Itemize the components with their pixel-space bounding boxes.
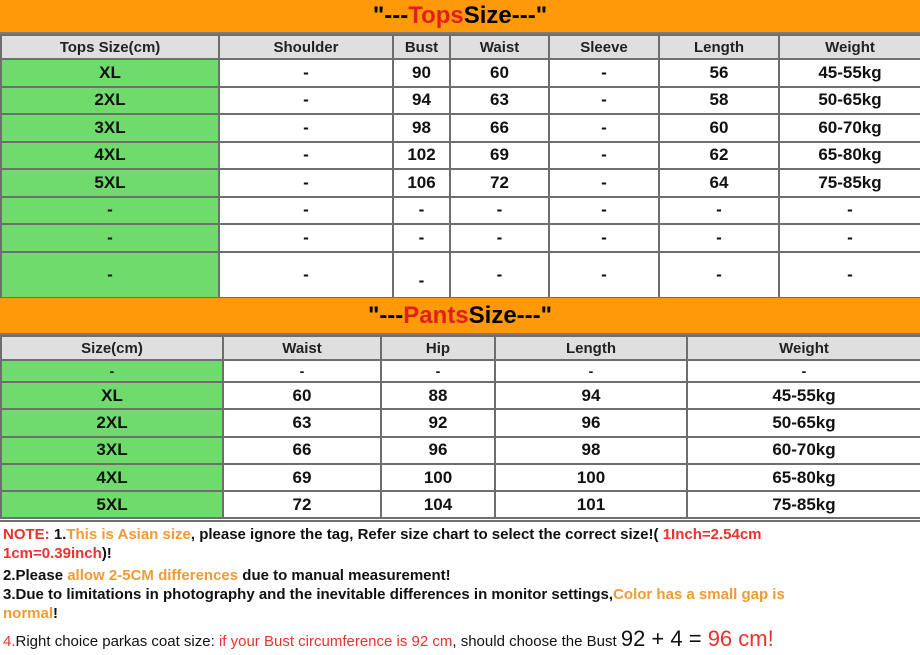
table-cell: 69 (450, 142, 549, 170)
size-cell: 3XL (1, 114, 219, 142)
table-cell: 100 (381, 464, 495, 491)
table-cell: 98 (393, 114, 450, 142)
tops-size-table (0, 34, 920, 299)
table-cell: 45-55kg (687, 382, 920, 409)
note-1-highlight: This is Asian size (66, 526, 191, 543)
table-cell: 56 (659, 59, 779, 87)
note-label: NOTE: (3, 526, 50, 543)
note-4-result: 96 cm (707, 626, 768, 651)
size-cell: - (1, 252, 219, 298)
table-cell: 64 (659, 169, 779, 197)
table-cell: - (495, 360, 687, 382)
table-cell: 60 (223, 382, 381, 409)
size-cell: 2XL (1, 87, 219, 115)
table-cell: 65-80kg (779, 142, 920, 170)
table-row (1, 197, 920, 225)
table-cell: 96 (381, 437, 495, 464)
table-row (1, 382, 920, 409)
table-cell: - (219, 87, 393, 115)
table-cell: 66 (223, 437, 381, 464)
note-3-highlight-a: Color has a small gap is (613, 586, 785, 603)
pants-title-highlight: Pants (403, 301, 469, 329)
table-cell: 50-65kg (779, 87, 920, 115)
table-cell: - (549, 224, 659, 252)
size-cell: - (1, 197, 219, 225)
table-cell: 101 (495, 491, 687, 518)
table-cell: - (381, 360, 495, 382)
size-cell: XL (1, 59, 219, 87)
table-cell: - (219, 224, 393, 252)
table-cell: - (219, 114, 393, 142)
table-row (1, 252, 920, 298)
tops-header-bust: Bust (393, 35, 450, 59)
table-cell: - (450, 252, 549, 298)
size-cell: - (1, 360, 223, 382)
table-cell: - (219, 169, 393, 197)
table-cell: 100 (495, 464, 687, 491)
table-cell: - (393, 252, 450, 298)
table-cell: 104 (381, 491, 495, 518)
note-1-line-2 (3, 545, 112, 562)
table-cell: - (219, 59, 393, 87)
table-cell: 94 (495, 382, 687, 409)
note-4 (3, 626, 774, 652)
note-1-inch: 1Inch=2.54cm (662, 526, 762, 543)
table-row (1, 169, 920, 197)
pants-header-length: Length (495, 336, 687, 360)
pants-size-table (0, 335, 920, 519)
table-row (1, 59, 920, 87)
table-row (1, 409, 920, 436)
note-4-red: if your Bust circumference is 92 cm (218, 633, 453, 650)
size-notes (0, 520, 920, 655)
table-cell: 90 (393, 59, 450, 87)
table-cell: 45-55kg (779, 59, 920, 87)
note-4-calc: 92 + 4 = (620, 626, 708, 651)
table-cell: 60 (659, 114, 779, 142)
tops-header-shoulder: Shoulder (219, 35, 393, 59)
note-2-highlight: allow 2-5CM differences (67, 567, 239, 584)
note-3-highlight-b: normal (3, 605, 54, 622)
tops-header-length: Length (659, 35, 779, 59)
table-cell: - (659, 224, 779, 252)
table-cell: - (779, 197, 920, 225)
note-1-end: )! (101, 545, 112, 562)
note-2 (3, 567, 451, 584)
table-cell: 94 (393, 87, 450, 115)
table-cell: 60-70kg (687, 437, 920, 464)
tops-header-sleeve: Sleeve (549, 35, 659, 59)
note-1-cm: 1cm=0.39inch (3, 545, 102, 562)
table-cell: 102 (393, 142, 450, 170)
table-cell: - (687, 360, 920, 382)
note-4-mid: , should choose the Bust (452, 633, 621, 650)
table-cell: - (450, 197, 549, 225)
note-1-number: 1. (49, 526, 67, 543)
table-cell: 98 (495, 437, 687, 464)
size-cell: - (1, 224, 219, 252)
pants-header-row (1, 336, 920, 360)
table-cell: 65-80kg (687, 464, 920, 491)
pants-header-waist: Waist (223, 336, 381, 360)
table-cell: 69 (223, 464, 381, 491)
table-cell: 60-70kg (779, 114, 920, 142)
tops-title-highlight: Tops (408, 2, 464, 29)
table-cell: - (549, 197, 659, 225)
table-cell: 75-85kg (779, 169, 920, 197)
table-cell: 72 (223, 491, 381, 518)
pants-size-banner (0, 298, 920, 335)
note-4-prefix: 4. (3, 633, 16, 650)
table-cell: 63 (223, 409, 381, 436)
table-row (1, 114, 920, 142)
table-cell: - (549, 142, 659, 170)
note-3-line-1 (3, 586, 785, 603)
table-cell: - (659, 252, 779, 298)
table-cell: 106 (393, 169, 450, 197)
note-3-line-2 (3, 605, 58, 622)
note-4-end: ! (767, 626, 774, 651)
size-cell: XL (1, 382, 223, 409)
table-cell: - (450, 224, 549, 252)
tops-header-row (1, 35, 920, 59)
table-row (1, 491, 920, 518)
table-cell: - (659, 197, 779, 225)
note-1-line-1 (3, 526, 762, 543)
table-row (1, 360, 920, 382)
table-cell: - (223, 360, 381, 382)
note-1-text: , please ignore the tag, Refer size chart to select the correct size!( (190, 526, 663, 543)
table-cell: 75-85kg (687, 491, 920, 518)
pants-title-suffix: Size---" (468, 301, 553, 329)
table-cell: 63 (450, 87, 549, 115)
table-cell: - (549, 169, 659, 197)
pants-header-size: Size(cm) (1, 336, 223, 360)
tops-title-prefix: "--- (372, 2, 409, 29)
table-cell: - (549, 87, 659, 115)
table-row (1, 87, 920, 115)
table-cell: 66 (450, 114, 549, 142)
table-row (1, 224, 920, 252)
table-row (1, 142, 920, 170)
size-cell: 5XL (1, 169, 219, 197)
note-3-end: ! (53, 605, 59, 622)
pants-header-weight: Weight (687, 336, 920, 360)
table-cell: - (549, 59, 659, 87)
table-cell: 96 (495, 409, 687, 436)
table-cell: - (219, 142, 393, 170)
pants-title-prefix: "--- (367, 301, 404, 329)
tops-header-waist: Waist (450, 35, 549, 59)
size-cell: 2XL (1, 409, 223, 436)
table-row (1, 437, 920, 464)
table-cell: - (549, 114, 659, 142)
table-cell: - (393, 197, 450, 225)
table-cell: 60 (450, 59, 549, 87)
size-cell: 5XL (1, 491, 223, 518)
tops-header-size: Tops Size(cm) (1, 35, 219, 59)
table-cell: - (393, 224, 450, 252)
table-cell: - (779, 252, 920, 298)
table-cell: 72 (450, 169, 549, 197)
table-cell: - (219, 252, 393, 298)
note-3-prefix: 3.Due to limitations in photography and the inevitable differences in monitor settings, (3, 586, 614, 603)
table-cell: - (219, 197, 393, 225)
table-cell: 92 (381, 409, 495, 436)
table-cell: - (779, 224, 920, 252)
pants-header-hip: Hip (381, 336, 495, 360)
size-cell: 3XL (1, 437, 223, 464)
note-4-text: Right choice parkas coat size: (15, 633, 219, 650)
table-row (1, 464, 920, 491)
table-cell: 62 (659, 142, 779, 170)
table-cell: - (549, 252, 659, 298)
table-cell: 88 (381, 382, 495, 409)
table-cell: 58 (659, 87, 779, 115)
note-2-suffix: due to manual measurement! (238, 567, 451, 584)
tops-size-banner (0, 0, 920, 34)
size-cell: 4XL (1, 464, 223, 491)
tops-header-weight: Weight (779, 35, 920, 59)
table-cell: 50-65kg (687, 409, 920, 436)
tops-title-suffix: Size---" (463, 2, 548, 29)
note-2-prefix: 2.Please (3, 567, 68, 584)
size-cell: 4XL (1, 142, 219, 170)
